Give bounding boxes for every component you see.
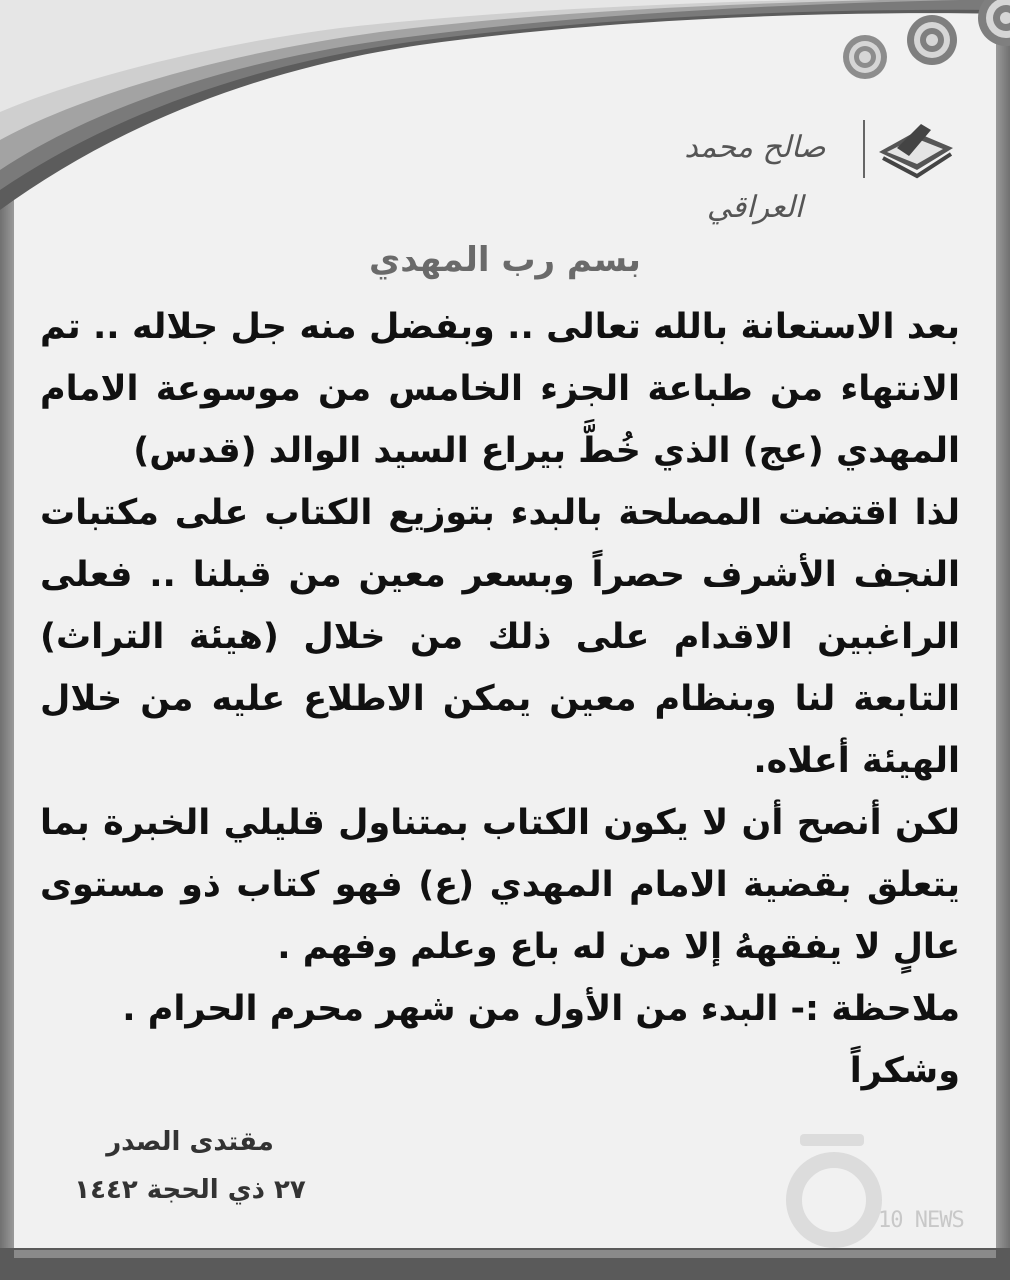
page-heading: بسم رب المهدي: [369, 240, 641, 280]
circle-ornament-icon: [906, 14, 958, 66]
author-logo: [655, 112, 960, 225]
frame-left-border: [0, 180, 14, 1260]
paragraph-note: ملاحظة :- البدء من الأول من شهر محرم الحرام .: [122, 989, 960, 1029]
statement-body: [40, 296, 960, 1102]
watermark-label: 10 NEWS: [878, 1208, 964, 1233]
logo-name-calligraphy: صالح محمد العراقي: [684, 130, 826, 225]
signature-date: ٢٧ ذي الحجة ١٤٤٢: [74, 1175, 306, 1205]
circle-ornament-icon: [842, 34, 888, 80]
logo-separator: [863, 120, 865, 178]
circle-ornament-icon: [976, 0, 1010, 48]
paragraph-advice: لكن أنصح أن لا يكون الكتاب بمتناول قليلي الخبرة بما يتعلق بقضية الامام المهدي (ع) فهو كتاب ذو مستوى عالٍ لا يفقههُ إلا من له باع وعلم وفهم .: [40, 803, 960, 967]
signature-name: مقتدى الصدر: [106, 1127, 274, 1157]
signature-block: [40, 1118, 340, 1214]
book-emblem-icon: [875, 118, 957, 180]
watermark-logo-icon: [782, 1132, 892, 1252]
paragraph-intro: بعد الاستعانة بالله تعالى .. وبفضل منه جل جلاله .. تم الانتهاء من طباعة الجزء الخامس من موسوعة الامام المهدي (عج) الذي خُطَّ بيراع السيد الوالد (قدس): [40, 307, 960, 471]
news-watermark: [782, 1132, 1002, 1252]
paragraph-distribution: لذا اقتضت المصلحة بالبدء بتوزيع الكتاب على مكتبات النجف الأشرف حصراً وبسعر معين من قبلنا .. فعلى الراغبين الاقدام على ذلك من خلال (هيئة التراث) التابعة لنا وبنظام معين يمكن الاطلاع عليه من خلال الهيئة أعلاه.: [40, 493, 960, 781]
paragraph-thanks: وشكراً: [849, 1051, 960, 1091]
